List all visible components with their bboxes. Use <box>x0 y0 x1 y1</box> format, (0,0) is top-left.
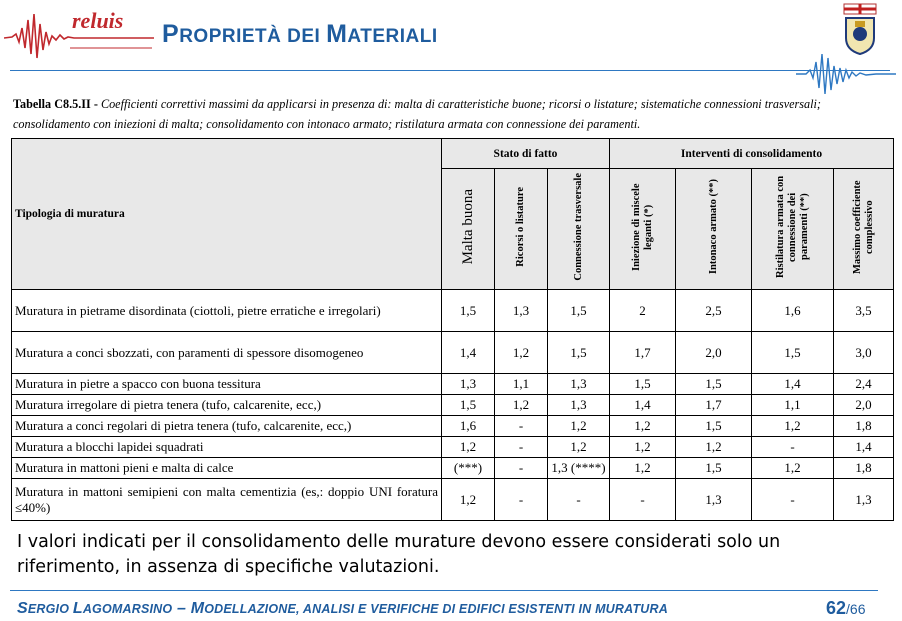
row-value: 1,6 <box>442 416 495 437</box>
group-header-interventi: Interventi di consolidamento <box>610 139 894 169</box>
row-value: 1,5 <box>442 290 495 332</box>
note-text: I valori indicati per il consolidamento delle murature devono essere considerati solo un riferimento, in assenza di specifiche valutazioni. <box>17 532 781 577</box>
row-value: - <box>495 416 548 437</box>
row-name: Muratura in mattoni semipieni con malta cementizia (es,: doppio UNI foratura ≤40%) <box>12 479 442 521</box>
row-value: 2,4 <box>834 374 894 395</box>
row-value: 1,7 <box>610 332 676 374</box>
table-row <box>12 290 894 332</box>
col-header: Ristilatura armata con connessione dei paramenti (**) <box>752 169 834 290</box>
row-value: - <box>495 437 548 458</box>
row-name: Muratura a blocchi lapidei squadrati <box>12 437 442 458</box>
seismogram-icon <box>796 48 896 100</box>
row-value: (***) <box>442 458 495 479</box>
row-value: 1,2 <box>548 416 610 437</box>
row-value: 1,3 <box>676 479 752 521</box>
table-row <box>12 374 894 395</box>
row-value: 1,5 <box>548 290 610 332</box>
row-value: 1,6 <box>752 290 834 332</box>
row-value: 2 <box>610 290 676 332</box>
row-value: 1,2 <box>752 458 834 479</box>
row-value: - <box>548 479 610 521</box>
row-value: 2,0 <box>676 332 752 374</box>
row-value: 1,3 <box>548 374 610 395</box>
row-name: Muratura a conci sbozzati, con paramenti di spessore disomogeneo <box>12 332 442 374</box>
row-value: 1,2 <box>495 395 548 416</box>
row-name: Muratura in pietrame disordinata (ciottoli, pietre erratiche e irregolari) <box>12 290 442 332</box>
row-value: - <box>610 479 676 521</box>
col-header: Intonaco armato (**) <box>676 169 752 290</box>
row-name: Muratura a conci regolari di pietra tenera (tufo, calcarenite, ecc,) <box>12 416 442 437</box>
row-value: 1,5 <box>548 332 610 374</box>
coefficients-table <box>11 138 894 521</box>
group-header-stato: Stato di fatto <box>442 139 610 169</box>
row-value: 1,5 <box>676 416 752 437</box>
row-value: 1,5 <box>610 374 676 395</box>
row-value: - <box>752 437 834 458</box>
row-value: 1,7 <box>676 395 752 416</box>
row-value: 1,8 <box>834 458 894 479</box>
table-row <box>12 416 894 437</box>
row-name: Muratura in pietre a spacco con buona tessitura <box>12 374 442 395</box>
row-value: 1,1 <box>495 374 548 395</box>
footer-author-title: SERGIO LAGOMARSINO – MODELLAZIONE, ANALISI E VERIFICHE DI EDIFICI ESISTENTI IN MURATURA <box>17 600 668 617</box>
table-caption: Tabella C8.5.II - Coefficienti correttivi massimi da applicarsi in presenza di: malta di caratteristiche buone; ricorsi o listature; sistematiche connessioni trasversali; consolidamento con iniezioni di malta; consolidamento con intonaco armato; ristilatura armata con connessione dei paramenti. <box>13 97 821 131</box>
row-value: 1,2 <box>442 479 495 521</box>
row-value: 1,3 <box>495 290 548 332</box>
row-value: 1,4 <box>752 374 834 395</box>
row-value: 1,3 (****) <box>548 458 610 479</box>
row-value: 3,5 <box>834 290 894 332</box>
row-value: 1,2 <box>610 416 676 437</box>
row-value: - <box>495 479 548 521</box>
col-header: Massimo coefficiente complessivo <box>834 169 894 290</box>
row-value: 1,8 <box>834 416 894 437</box>
logo-text: reluis <box>72 8 124 33</box>
row-value: 1,5 <box>442 395 495 416</box>
col-header: Connessione trasversale <box>548 169 610 290</box>
row-value: 3,0 <box>834 332 894 374</box>
row-value: 1,5 <box>676 374 752 395</box>
col-header: Malta buona <box>442 169 495 290</box>
row-value: 1,2 <box>548 437 610 458</box>
page-number: 62/66 <box>826 598 866 618</box>
row-value: 1,3 <box>548 395 610 416</box>
row-value: 1,5 <box>752 332 834 374</box>
row-value: 1,2 <box>752 416 834 437</box>
row-value: 1,4 <box>442 332 495 374</box>
table-row <box>12 479 894 521</box>
col-header: Ricorsi o listature <box>495 169 548 290</box>
row-value: 1,4 <box>610 395 676 416</box>
row-value: 2,0 <box>834 395 894 416</box>
row-name: Muratura in mattoni pieni e malta di calce <box>12 458 442 479</box>
row-value: 1,2 <box>495 332 548 374</box>
row-value: 1,5 <box>676 458 752 479</box>
row-value: 1,3 <box>442 374 495 395</box>
row-value: 1,2 <box>610 437 676 458</box>
row-value: 1,4 <box>834 437 894 458</box>
row-value: 2,5 <box>676 290 752 332</box>
row-name: Muratura irregolare di pietra tenera (tufo, calcarenite, ecc,) <box>12 395 442 416</box>
row-value: 1,2 <box>610 458 676 479</box>
row-value: 1,1 <box>752 395 834 416</box>
row-header: Tipologia di muratura <box>12 139 442 290</box>
table-row <box>12 395 894 416</box>
page-title: PROPRIETÀ DEI MATERIALI <box>162 20 438 48</box>
table-row <box>12 458 894 479</box>
row-value: 1,3 <box>834 479 894 521</box>
footer-divider <box>10 590 878 591</box>
row-value: 1,2 <box>442 437 495 458</box>
row-value: - <box>752 479 834 521</box>
table-row <box>12 437 894 458</box>
row-value: 1,2 <box>676 437 752 458</box>
header-divider <box>10 70 890 71</box>
table-row <box>12 332 894 374</box>
row-value: - <box>495 458 548 479</box>
col-header: Iniezione di miscele leganti (*) <box>610 169 676 290</box>
